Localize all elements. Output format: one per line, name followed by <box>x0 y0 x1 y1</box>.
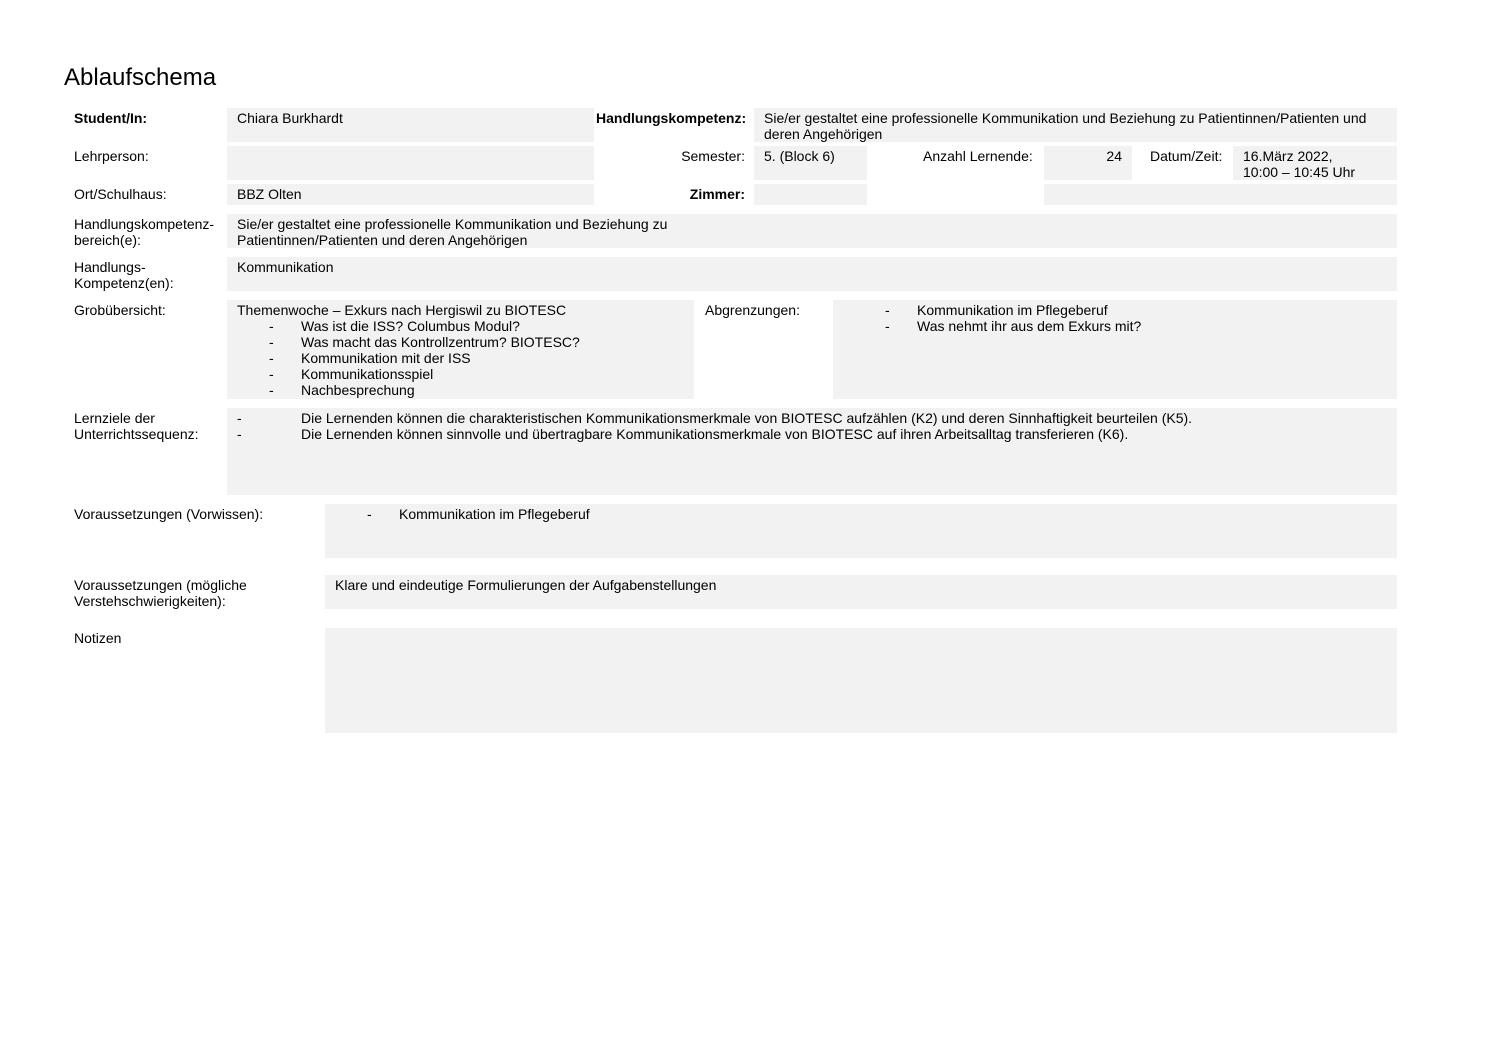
handlungskompetenz-label: Handlungskompetenz: <box>596 110 747 126</box>
kompetenzen-label <box>74 259 174 291</box>
bereich-label-line-2: bereich(e): <box>74 232 141 248</box>
lernziele-label <box>74 410 199 442</box>
datum-label: Datum/Zeit: <box>1150 148 1223 164</box>
kompetenzen-label-line-2: Kompetenz(en): <box>74 275 174 291</box>
bereich-label-line-1: Handlungskompetenz- <box>74 216 215 232</box>
vorwissen-item: - Kommunikation im Pflegeberuf <box>335 506 1387 522</box>
lernziele-list <box>237 410 1387 442</box>
grobuebersicht-item: - Kommunikationsspiel <box>237 366 684 382</box>
vorwissen-list <box>335 506 1387 522</box>
abgrenzungen-item: - Kommunikation im Pflegeberuf <box>843 302 1387 318</box>
lernziele-field[interactable] <box>227 408 1397 495</box>
datum-field[interactable] <box>1233 146 1397 180</box>
zimmer-label: Zimmer: <box>689 186 745 202</box>
lehrperson-label: Lehrperson: <box>74 148 149 164</box>
abgrenzungen-field[interactable] <box>833 300 1397 399</box>
student-label: Student/In: <box>74 110 148 126</box>
extra-field[interactable] <box>1044 184 1397 205</box>
notizen-label: Notizen <box>74 630 122 646</box>
grobuebersicht-item: - Nachbesprechung <box>237 382 684 398</box>
schwierigkeiten-label <box>74 577 247 609</box>
abgrenzungen-list <box>843 302 1387 334</box>
schwierigkeiten-field[interactable]: Klare und eindeutige Formulierungen der Aufgabenstellungen <box>325 575 1397 609</box>
anzahl-field[interactable]: 24 <box>1044 146 1132 180</box>
page-title: Ablaufschema <box>64 64 217 91</box>
student-field[interactable]: Chiara Burkhardt <box>227 108 594 142</box>
grobuebersicht-intro: Themenwoche – Exkurs nach Hergiswil zu BIOTESC <box>237 302 567 318</box>
datum-line-2: 10:00 – 10:45 Uhr <box>1243 164 1356 180</box>
datum-line-1: 16.März 2022, <box>1243 148 1333 164</box>
zimmer-field[interactable] <box>754 184 867 205</box>
schwierigkeiten-label-line-2: Verstehschwierigkeiten): <box>74 593 226 609</box>
abgrenzungen-item: - Was nehmt ihr aus dem Exkurs mit? <box>843 318 1387 334</box>
anzahl-label: Anzahl Lernende: <box>923 148 1033 164</box>
lernziele-item: - Die Lernenden können sinnvolle und übertragbare Kommunikationsmerkmale von BIOTESC auf ihren Arbeitsalltag transferieren (K6). <box>237 426 1387 442</box>
semester-field[interactable]: 5. (Block 6) <box>754 146 867 180</box>
lernziele-item: - Die Lernenden können die charakteristischen Kommunikationsmerkmale von BIOTESC aufzählen (K2) und deren Sinnhaftigkeit beurteilen (K5). <box>237 410 1387 426</box>
lehrperson-field[interactable] <box>227 146 594 180</box>
bereich-label <box>74 216 214 248</box>
grobuebersicht-item: - Was ist die ISS? Columbus Modul? <box>237 318 684 334</box>
semester-label: Semester: <box>681 148 745 164</box>
vorwissen-label: Voraussetzungen (Vorwissen): <box>74 506 264 522</box>
grobuebersicht-label: Grobübersicht: <box>74 302 166 318</box>
lernziele-label-line-1: Lernziele der <box>74 410 155 426</box>
grobuebersicht-field[interactable] <box>227 300 694 399</box>
kompetenzen-field[interactable]: Kommunikation <box>227 257 1397 291</box>
ort-field[interactable]: BBZ Olten <box>227 184 594 205</box>
handlungskompetenz-field[interactable]: Sie/er gestaltet eine professionelle Kommunikation und Beziehung zu Patientinnen/Patienten und deren Angehörigen <box>754 108 1397 142</box>
schwierigkeiten-label-line-1: Voraussetzungen (mögliche <box>74 577 247 593</box>
bereich-field[interactable]: Sie/er gestaltet eine professionelle Kommunikation und Beziehung zu Patientinnen/Patienten und deren Angehörigen <box>227 214 1397 248</box>
kompetenzen-label-line-1: Handlungs- <box>74 259 146 275</box>
grobuebersicht-item: - Was macht das Kontrollzentrum? BIOTESC? <box>237 334 684 350</box>
lernziele-label-line-2: Unterrichtssequenz: <box>74 426 199 442</box>
notizen-field[interactable] <box>325 628 1397 733</box>
vorwissen-field[interactable] <box>325 504 1397 558</box>
grobuebersicht-list <box>237 318 684 398</box>
grobuebersicht-item: - Kommunikation mit der ISS <box>237 350 684 366</box>
ort-label: Ort/Schulhaus: <box>74 186 167 202</box>
abgrenzungen-label: Abgrenzungen: <box>705 302 800 318</box>
